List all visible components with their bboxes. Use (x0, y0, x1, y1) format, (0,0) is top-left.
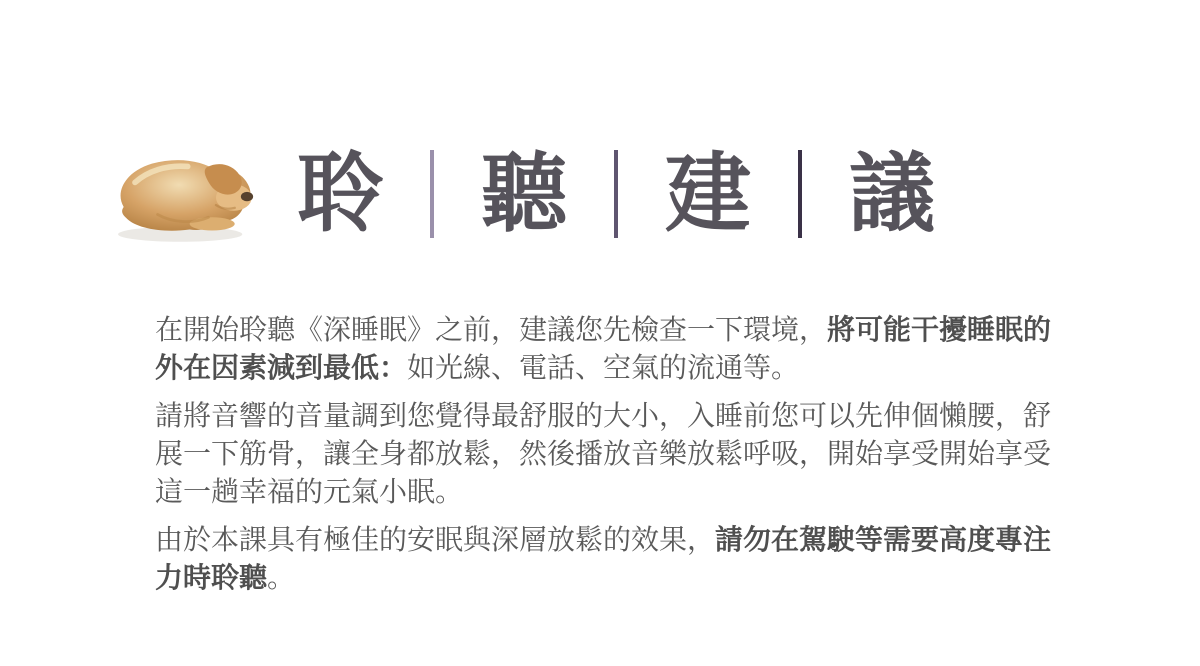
puppy-nose (241, 192, 253, 201)
puppy-paw (190, 217, 235, 230)
page-title (297, 146, 935, 242)
title-char: 建 (665, 146, 751, 242)
text-line (155, 473, 1065, 511)
text-line (155, 559, 1065, 597)
title-row (103, 138, 935, 250)
text-segment: 如光線、電話、空氣的流通等。 (407, 352, 800, 383)
title-divider (798, 150, 802, 238)
text-segment: 請將音響的音量調到您覺得最舒服的大小，入睡前您可以先伸個懶腰，舒 (155, 400, 1052, 431)
text-line (155, 349, 1065, 387)
text-segment: 這一趟幸福的元氣小眠。 (155, 476, 464, 507)
title-char: 聆 (297, 146, 383, 242)
text-segment: 由於本課具有極佳的安眠與深層放鬆的效果， (155, 524, 716, 555)
text-line (155, 435, 1065, 473)
paragraph (155, 397, 1065, 511)
paragraph (155, 311, 1065, 387)
text-segment: 展一下筋骨，讓全身都放鬆，然後播放音樂放鬆呼吸，開始享受開始享受 (155, 438, 1052, 469)
text-segment: 。 (267, 562, 296, 593)
sleeping-puppy-image (103, 147, 263, 249)
text-line (155, 521, 1065, 559)
bold-text-segment: 將可能干擾睡眠的 (827, 314, 1052, 345)
bold-text-segment: 請勿在駕駛等需要高度專注 (715, 524, 1052, 555)
title-char: 聽 (481, 146, 567, 242)
bold-text-segment: 力時聆聽 (155, 562, 268, 593)
text-line (155, 311, 1065, 349)
text-line (155, 397, 1065, 435)
title-divider (430, 150, 434, 238)
paragraph (155, 521, 1065, 597)
title-char: 議 (849, 146, 935, 242)
text-segment: 在開始聆聽《深睡眠》之前，建議您先檢查一下環境， (155, 314, 828, 345)
title-divider (614, 150, 618, 238)
body-text (155, 311, 1065, 607)
bold-text-segment: 外在因素減到最低： (155, 352, 408, 383)
